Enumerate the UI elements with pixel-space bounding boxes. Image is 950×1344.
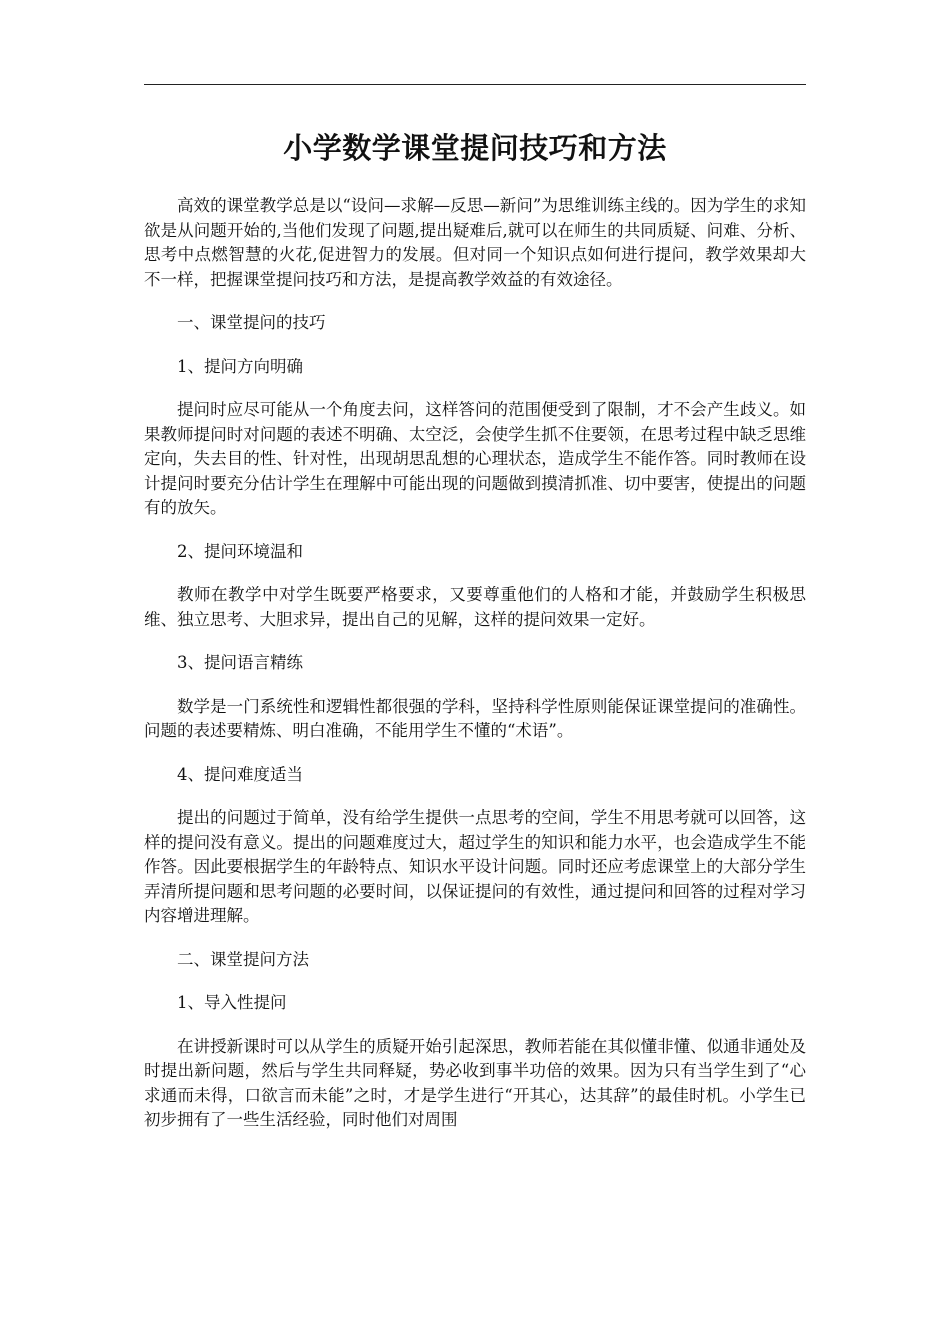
paragraph-gentle-environment: 教师在教学中对学生既要严格要求，又要尊重他们的人格和才能，并鼓励学生积极思维、独立思考、大胆求异，提出自己的见解，这样的提问效果一定好。	[144, 585, 806, 629]
document-body	[144, 194, 806, 1152]
paragraph-clear-direction: 提问时应尽可能从一个角度去问，这样答问的范围便受到了限制，才不会产生歧义。如果教师提问时对问题的表述不明确、太空泛，会使学生抓不住要领，在思考过程中缺乏思维定向，失去目的性、针对性，出现胡思乱想的心理状态，造成学生不能作答。同时教师在设计提问时要充分估计学生在理解中可能出现的问题做到摸清抓准、切中要害，使提出的问题有的放矢。	[144, 400, 806, 517]
subheading-appropriate-difficulty: 4、提问难度适当	[177, 764, 303, 784]
paragraph-introductory-questions: 在讲授新课时可以从学生的质疑开始引起深思，教师若能在其似懂非懂、似通非通处及时提出新问题，然后与学生共同释疑，势必收到事半功倍的效果。因为只有当学生到了“心求通而未得，口欲言而未能”之时，才是学生进行“开其心，达其辞”的最佳时机。小学生已初步拥有了一些生活经验，同时他们对周围	[144, 1036, 806, 1129]
section-heading-methods: 二、课堂提问方法	[177, 949, 309, 969]
intro-paragraph: 高效的课堂教学总是以“设问—求解—反思—新问”为思维训练主线的。因为学生的求知欲是从问题开始的,当他们发现了问题,提出疑难后,就可以在师生的共同质疑、问难、分析、思考中点燃智慧的火花,促进智力的发展。但对同一个知识点如何进行提问，教学效果却大不一样，把握课堂提问技巧和方法，是提高教学效益的有效途径。	[144, 196, 806, 289]
subheading-gentle-environment: 2、提问环境温和	[177, 541, 303, 561]
subheading-introductory-questions: 1、导入性提问	[177, 993, 287, 1012]
paragraph-concise-language: 数学是一门系统性和逻辑性都很强的学科，坚持科学性原则能保证课堂提问的准确性。问题的表述要精炼、明白准确，不能用学生不懂的“术语”。	[144, 696, 806, 740]
document-title: 小学数学课堂提问技巧和方法	[283, 131, 667, 165]
paragraph-appropriate-difficulty: 提出的问题过于简单，没有给学生提供一点思考的空间，学生不用思考就可以回答，这样的提问没有意义。提出的问题难度过大，超过学生的知识和能力水平，也会造成学生不能作答。因此要根据学生的年龄特点、知识水平设计问题。同时还应考虑课堂上的大部分学生弄清所提问题和思考问题的必要时间，以保证提问的有效性，通过提问和回答的过程对学习内容增进理解。	[144, 808, 806, 925]
subheading-concise-language: 3、提问语言精练	[177, 653, 303, 672]
section-heading-techniques: 一、课堂提问的技巧	[177, 313, 326, 332]
header-rule	[144, 84, 806, 85]
subheading-clear-direction: 1、提问方向明确	[177, 356, 303, 376]
